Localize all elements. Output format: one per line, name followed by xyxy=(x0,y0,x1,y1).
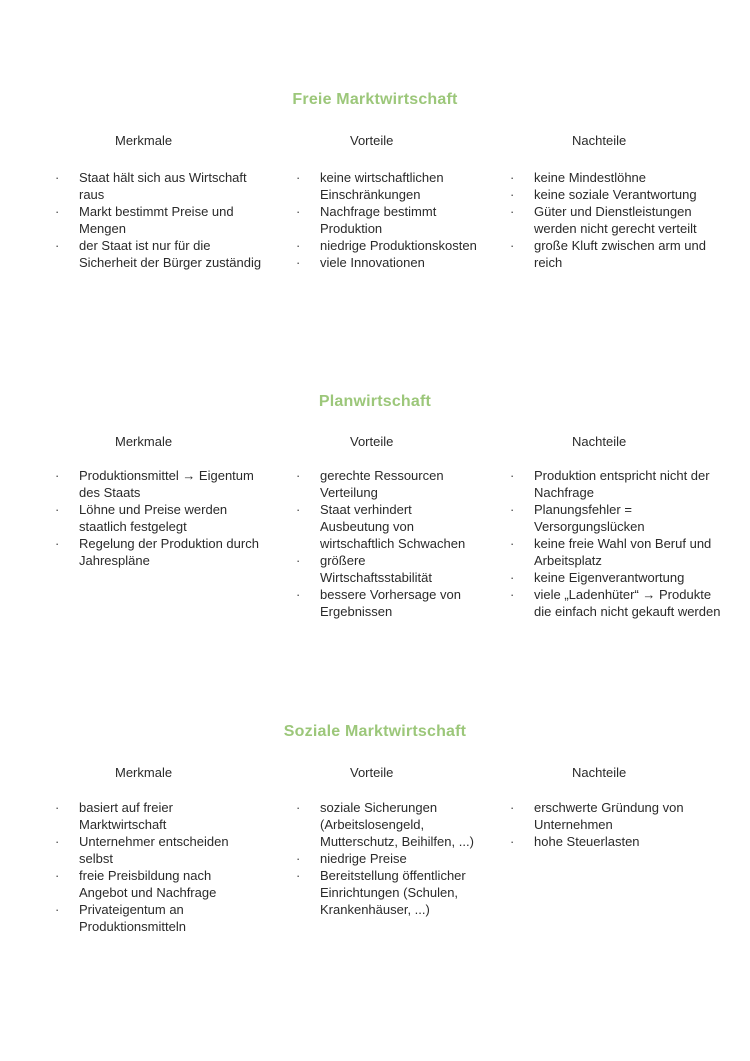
merkmale-list xyxy=(55,467,270,569)
section-title: Soziale Marktwirtschaft xyxy=(283,723,467,740)
column-header-merkmale: Merkmale xyxy=(115,133,173,148)
list-item: · Produktionsmittel → Eigentum des Staats xyxy=(55,467,270,501)
vorteile-list xyxy=(296,169,481,271)
merkmale-list xyxy=(55,169,270,271)
list-item: · der Staat ist nur für die Sicherheit der Bürger zuständig xyxy=(55,237,270,271)
list-item: · freie Preisbildung nach Angebot und Nachfrage xyxy=(55,867,255,901)
merkmale-list xyxy=(55,799,255,935)
vorteile-list xyxy=(296,467,466,620)
list-item: · Produktion entspricht nicht der Nachfrage xyxy=(510,467,730,501)
list-item: · Staat verhindert Ausbeutung von wirtschaftlich Schwachen xyxy=(296,501,466,552)
column-header-nachteile: Nachteile xyxy=(572,765,627,780)
list-item: · Nachfrage bestimmt Produktion xyxy=(296,203,481,237)
column-header-merkmale: Merkmale xyxy=(115,434,173,449)
nachteile-list xyxy=(510,799,730,850)
list-item: · Markt bestimmt Preise und Mengen xyxy=(55,203,270,237)
list-item: · Regelung der Produktion durch Jahrespläne xyxy=(55,535,270,569)
list-item: · keine freie Wahl von Beruf und Arbeitsplatz xyxy=(510,535,730,569)
column-header-vorteile: Vorteile xyxy=(350,133,394,148)
list-item: · soziale Sicherungen (Arbeitslosengeld, Mutterschutz, Beihilfen, ...) xyxy=(296,799,476,850)
column-header-nachteile: Nachteile xyxy=(572,133,627,148)
nachteile-list xyxy=(510,169,730,271)
list-item: · bessere Vorhersage von Ergebnissen xyxy=(296,586,466,620)
list-item: · Privateigentum an Produktionsmitteln xyxy=(55,901,255,935)
list-item: · größere Wirtschaftsstabilität xyxy=(296,552,466,586)
list-item: · keine wirtschaftlichen Einschränkungen xyxy=(296,169,481,203)
section-title: Freie Marktwirtschaft xyxy=(292,91,458,108)
list-item: · keine soziale Verantwortung xyxy=(510,186,730,203)
list-item: · Unternehmer entscheiden selbst xyxy=(55,833,255,867)
list-item: · gerechte Ressourcen Verteilung xyxy=(296,467,466,501)
list-item: · niedrige Produktionskosten xyxy=(296,237,481,254)
list-item: · Staat hält sich aus Wirtschaft raus xyxy=(55,169,270,203)
list-item: · hohe Steuerlasten xyxy=(510,833,730,850)
column-header-merkmale: Merkmale xyxy=(115,765,173,780)
section-title: Planwirtschaft xyxy=(318,393,432,410)
list-item: · keine Eigenverantwortung xyxy=(510,569,730,586)
list-item: · viele „Ladenhüter“ → Produkte die einfach nicht gekauft werden xyxy=(510,586,730,620)
list-item: · basiert auf freier Marktwirtschaft xyxy=(55,799,255,833)
list-item: · Löhne und Preise werden staatlich festgelegt xyxy=(55,501,270,535)
list-item: · viele Innovationen xyxy=(296,254,481,271)
nachteile-list xyxy=(510,467,730,620)
list-item: · erschwerte Gründung von Unternehmen xyxy=(510,799,730,833)
list-item: · große Kluft zwischen arm und reich xyxy=(510,237,730,271)
column-header-nachteile: Nachteile xyxy=(572,434,627,449)
list-item: · niedrige Preise xyxy=(296,850,476,867)
list-item: · Bereitstellung öffentlicher Einrichtungen (Schulen, Krankenhäuser, ...) xyxy=(296,867,476,918)
column-header-vorteile: Vorteile xyxy=(350,765,394,780)
vorteile-list xyxy=(296,799,476,918)
list-item: · keine Mindestlöhne xyxy=(510,169,730,186)
column-header-vorteile: Vorteile xyxy=(350,434,394,449)
list-item: · Planungsfehler = Versorgungslücken xyxy=(510,501,730,535)
list-item: · Güter und Dienstleistungen werden nicht gerecht verteilt xyxy=(510,203,730,237)
